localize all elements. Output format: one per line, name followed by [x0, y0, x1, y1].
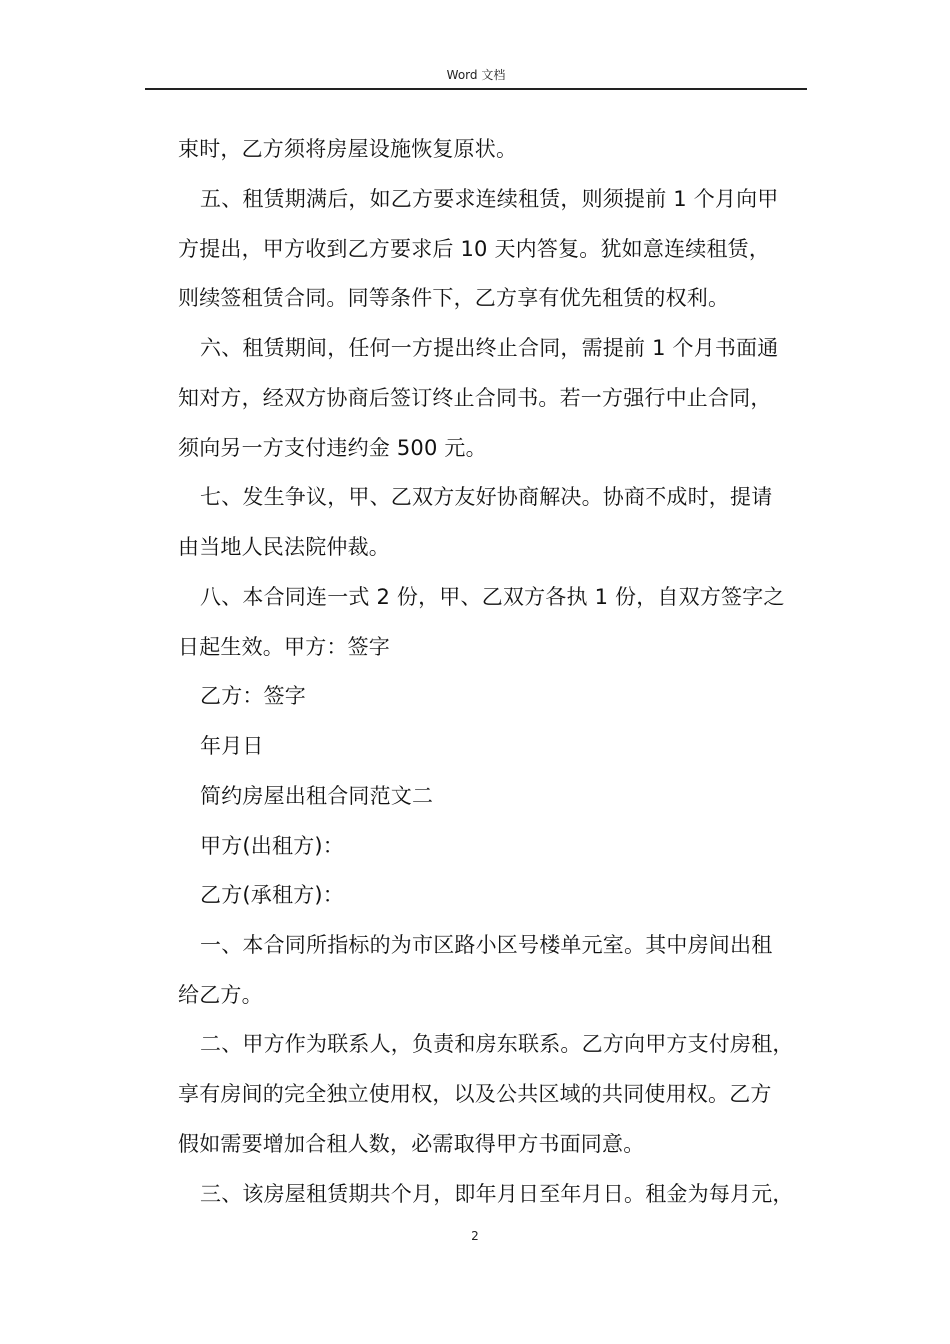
paragraph-line: 乙方(承租方)： [200, 883, 344, 907]
paragraph-line: 七、发生争议，甲、乙双方友好协商解决。协商不成时，提请 [200, 485, 773, 509]
paragraph-line: 则续签租赁合同。同等条件下，乙方享有优先租赁的权利。 [178, 286, 730, 310]
paragraph-line: 日起生效。甲方：签字 [178, 635, 390, 659]
header-title: Word 文档 [446, 68, 506, 82]
paragraph-line: 乙方：签字 [200, 684, 306, 708]
paragraph-line: 八、本合同连一式 2 份，甲、乙双方各执 1 份，自双方签字之 [200, 585, 785, 609]
paragraph-line: 知对方，经双方协商后签订终止合同书。若一方强行中止合同， [178, 386, 772, 410]
paragraph-line: 年月日 [200, 734, 264, 758]
paragraph-line: 一、本合同所指标的为市区路小区号楼单元室。其中房间出租 [200, 933, 773, 957]
paragraph-line: 六、租赁期间，任何一方提出终止合同，需提前 1 个月书面通 [200, 336, 779, 360]
paragraph-line: 三、该房屋租赁期共个月，即年月日至年月日。租金为每月元， [200, 1182, 794, 1206]
paragraph-line: 给乙方。 [178, 983, 263, 1007]
section-title: 简约房屋出租合同范文二 [200, 784, 434, 808]
paragraph-line: 假如需要增加合租人数，必需取得甲方书面同意。 [178, 1132, 645, 1156]
paragraph-line: 由当地人民法院仲裁。 [178, 535, 390, 559]
paragraph-line: 五、租赁期满后，如乙方要求连续租赁，则须提前 1 个月向甲 [200, 187, 779, 211]
paragraph-line: 方提出，甲方收到乙方要求后 10 天内答复。犹如意连续租赁， [178, 237, 771, 261]
page-number: 2 [471, 1229, 479, 1243]
page-header [145, 66, 807, 90]
paragraph-line: 甲方(出租方)： [200, 834, 344, 858]
paragraph-line: 享有房间的完全独立使用权，以及公共区域的共同使用权。乙方 [178, 1082, 772, 1106]
paragraph-line: 二、甲方作为联系人，负责和房东联系。乙方向甲方支付房租， [200, 1032, 794, 1056]
paragraph-line: 须向另一方支付违约金 500 元。 [178, 436, 487, 460]
paragraph-line: 束时，乙方须将房屋设施恢复原状。 [178, 137, 518, 161]
